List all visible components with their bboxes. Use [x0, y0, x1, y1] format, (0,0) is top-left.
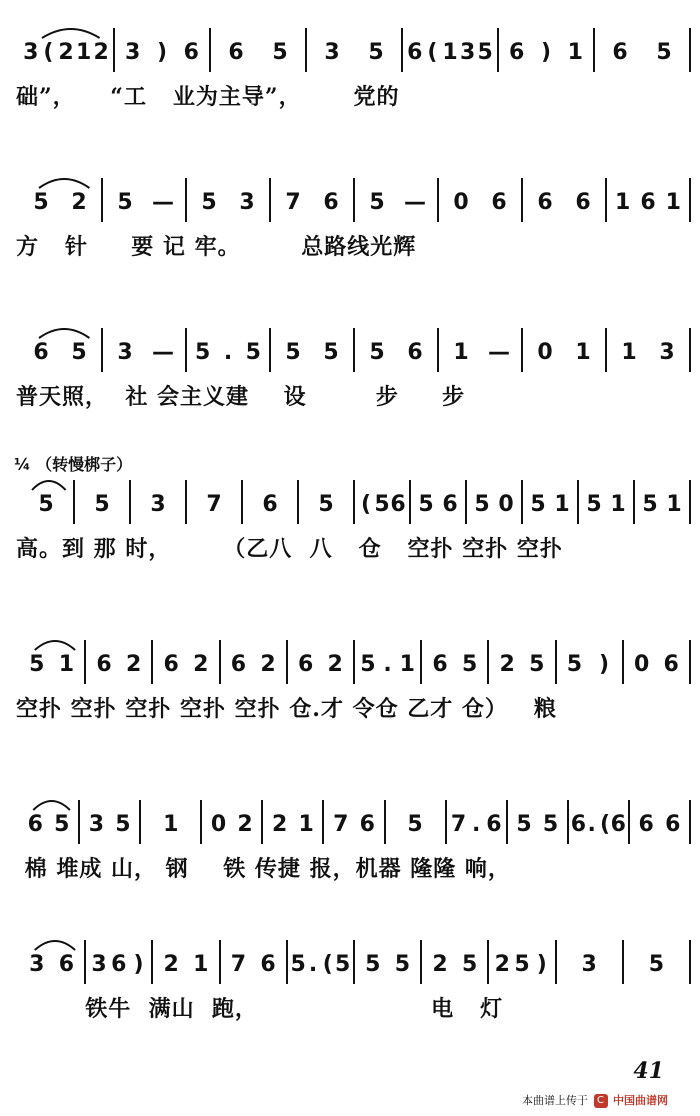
- barline: [689, 940, 691, 984]
- note: .: [308, 952, 318, 977]
- staff-4: [0, 470, 700, 530]
- note: 1: [75, 40, 92, 65]
- note: 5: [648, 952, 665, 977]
- slur-arc: [39, 179, 89, 188]
- note: 3: [91, 952, 107, 977]
- note: 1: [666, 492, 682, 517]
- note: 5: [201, 190, 217, 215]
- barline: [628, 800, 630, 844]
- note: 3: [125, 40, 141, 65]
- barline: [78, 800, 80, 844]
- note: 6: [640, 190, 656, 215]
- note: (: [322, 952, 333, 977]
- note: 6: [442, 492, 458, 517]
- barline: [185, 328, 187, 372]
- barline: [622, 640, 624, 684]
- note: 1: [575, 340, 591, 365]
- note: 6: [262, 492, 278, 517]
- note: 2: [494, 952, 510, 977]
- note: .: [383, 652, 392, 677]
- note: 5: [272, 40, 288, 65]
- note: (: [43, 40, 54, 65]
- note: 6: [230, 652, 247, 677]
- note: 3: [29, 952, 45, 977]
- barline: [84, 640, 86, 684]
- barline: [689, 640, 691, 684]
- note: 6: [509, 40, 525, 65]
- note: 6: [575, 190, 591, 215]
- barline: [151, 940, 153, 984]
- note: 7: [206, 492, 222, 517]
- slur-arc: [42, 29, 100, 38]
- note: 5: [542, 812, 559, 837]
- note: ): [540, 40, 552, 65]
- note: 1: [399, 652, 415, 677]
- note: 1: [665, 190, 681, 215]
- note: 6: [183, 40, 199, 65]
- note: 2: [163, 952, 179, 977]
- barline: [497, 28, 499, 72]
- slur-arc: [35, 641, 75, 650]
- note: 5: [418, 492, 434, 517]
- barline: [73, 480, 75, 524]
- slur-arc: [35, 941, 75, 950]
- barline: [521, 480, 523, 524]
- note: 6: [663, 652, 679, 677]
- note: 3: [88, 812, 105, 837]
- staff-5: [0, 630, 700, 690]
- note: 1: [621, 340, 637, 365]
- barline: [305, 28, 307, 72]
- note: 1: [567, 40, 583, 65]
- note: 1: [453, 340, 469, 365]
- note: 5: [368, 40, 384, 65]
- note: 6: [111, 952, 127, 977]
- barline: [521, 178, 523, 222]
- barline: [555, 940, 557, 984]
- note: 0: [537, 340, 553, 365]
- note: ): [536, 952, 547, 977]
- note: 5: [461, 652, 478, 677]
- lyrics-6: 棉 堆成 山， 钢 铁 传捷 报，机器 隆隆 响，: [16, 856, 511, 882]
- note: 6: [33, 340, 49, 365]
- note: (: [427, 40, 438, 65]
- note: 1: [610, 492, 626, 517]
- note: 6: [228, 40, 244, 65]
- note: 5: [474, 492, 490, 517]
- barline: [353, 328, 355, 372]
- note: 1: [163, 812, 179, 837]
- barline: [139, 800, 141, 844]
- note: 7: [230, 952, 247, 977]
- note: 6: [96, 652, 112, 677]
- staff-7: [0, 930, 700, 990]
- staff-1: [0, 18, 700, 78]
- note: 2: [193, 652, 209, 677]
- note: 3: [150, 492, 166, 517]
- barline: [353, 940, 355, 984]
- note: 6: [537, 190, 553, 215]
- note: 6: [390, 492, 406, 517]
- note: —: [404, 190, 426, 215]
- note: 2: [71, 190, 87, 215]
- note: 1: [554, 492, 570, 517]
- note: 6: [27, 812, 43, 837]
- note: ): [133, 952, 144, 977]
- barline: [487, 640, 489, 684]
- note: —: [152, 340, 174, 365]
- note: 6: [407, 40, 423, 65]
- footer-prefix: 本曲谱上传于: [522, 1094, 588, 1107]
- barline: [437, 178, 439, 222]
- note: 5: [516, 812, 532, 837]
- barline: [622, 940, 624, 984]
- barline: [689, 28, 691, 72]
- barline: [209, 28, 211, 72]
- note: 5: [407, 812, 423, 837]
- barline: [322, 800, 324, 844]
- note: .: [471, 812, 481, 837]
- barline: [219, 640, 221, 684]
- note: 7: [450, 812, 467, 837]
- note: 6: [432, 652, 448, 677]
- barline: [185, 178, 187, 222]
- note: 6: [260, 952, 276, 977]
- note: 6: [491, 190, 507, 215]
- barline: [101, 328, 103, 372]
- lyrics-2: 方 针 要 记 牢。 总路线光辉: [16, 234, 417, 260]
- barline: [465, 480, 467, 524]
- barline: [506, 800, 508, 844]
- note: 5: [195, 340, 211, 365]
- note: 5: [318, 492, 334, 517]
- note: 6: [486, 812, 502, 837]
- note: (: [599, 812, 611, 837]
- note: 5: [323, 340, 339, 365]
- note: 3: [459, 40, 476, 65]
- note: 3: [659, 340, 675, 365]
- barline: [689, 480, 691, 524]
- note: 1: [193, 952, 209, 977]
- staff-6: [0, 790, 700, 850]
- barline: [384, 800, 386, 844]
- barline: [286, 640, 288, 684]
- note: 5: [54, 812, 70, 837]
- barline: [185, 480, 187, 524]
- note: 1: [58, 652, 75, 677]
- lyrics-7: 铁牛 满山 跑， 电 灯: [16, 996, 504, 1022]
- slur-arc: [39, 329, 89, 338]
- note: 5: [566, 652, 583, 677]
- upload-footer: [522, 1092, 668, 1108]
- barline: [113, 28, 115, 72]
- barline: [219, 940, 221, 984]
- note: 2: [93, 40, 109, 65]
- note: 5: [586, 492, 602, 517]
- barline: [437, 328, 439, 372]
- staff-2: [0, 168, 700, 228]
- note: 2: [271, 812, 288, 837]
- note: 5: [245, 340, 261, 365]
- note: 5: [514, 952, 530, 977]
- barline: [269, 178, 271, 222]
- note: ): [156, 40, 168, 65]
- note: 3: [117, 340, 133, 365]
- note: 6: [323, 190, 339, 215]
- note: 5: [642, 492, 658, 517]
- barline: [409, 480, 411, 524]
- lyrics-3: 普天照， 社 会主义建 设 步 步: [16, 384, 466, 410]
- note: 0: [633, 652, 650, 677]
- note: —: [488, 340, 510, 365]
- barline: [269, 328, 271, 372]
- note: 2: [432, 952, 448, 977]
- note: 2: [125, 652, 142, 677]
- barline: [261, 800, 263, 844]
- note: 5: [529, 652, 545, 677]
- note: 5: [360, 652, 376, 677]
- note: 6: [359, 812, 375, 837]
- note: 5: [285, 340, 301, 365]
- note: 6: [612, 40, 628, 65]
- note: 6: [638, 812, 654, 837]
- note: 6: [297, 652, 314, 677]
- tempo-marking: ¼ （转慢梆子）: [14, 455, 133, 474]
- note: 0: [453, 190, 469, 215]
- note: 5: [29, 652, 45, 677]
- barline: [420, 640, 422, 684]
- barline: [605, 328, 607, 372]
- note: —: [152, 190, 174, 215]
- slur-arc: [33, 801, 70, 810]
- barline: [577, 480, 579, 524]
- note: 1: [298, 812, 314, 837]
- note: 5: [530, 492, 546, 517]
- barline: [593, 28, 595, 72]
- slur-arc: [32, 481, 66, 490]
- barline: [129, 480, 131, 524]
- note: 5: [115, 812, 131, 837]
- note: 7: [333, 812, 349, 837]
- note: 5: [369, 340, 385, 365]
- note: 2: [499, 652, 515, 677]
- note: 3: [581, 952, 597, 977]
- note: (: [360, 492, 372, 517]
- barline: [689, 800, 691, 844]
- note: .: [587, 812, 596, 837]
- note: 6: [610, 812, 626, 837]
- note: 5: [461, 952, 478, 977]
- note: 5: [38, 492, 54, 517]
- barline: [101, 178, 103, 222]
- barline: [633, 480, 635, 524]
- barline: [297, 480, 299, 524]
- note: 6: [163, 652, 179, 677]
- footer-brand: 中国曲谱网: [613, 1094, 668, 1107]
- note: 7: [285, 190, 301, 215]
- note: .: [223, 340, 233, 365]
- note: 3: [23, 40, 39, 65]
- staff-3: [0, 318, 700, 378]
- note: 5: [365, 952, 381, 977]
- note: 5: [33, 190, 49, 215]
- barline: [241, 480, 243, 524]
- note: 0: [498, 492, 514, 517]
- note: ): [598, 652, 610, 677]
- note: 3: [239, 190, 255, 215]
- note: 2: [58, 40, 74, 65]
- note: 3: [324, 40, 340, 65]
- barline: [151, 640, 153, 684]
- note: 5: [290, 952, 306, 977]
- barline: [605, 178, 607, 222]
- barline: [353, 178, 355, 222]
- note: 5: [369, 190, 385, 215]
- note: 5: [477, 40, 493, 65]
- note: 6: [570, 812, 587, 837]
- note: 5: [394, 952, 411, 977]
- barline: [420, 940, 422, 984]
- barline: [689, 328, 691, 372]
- lyrics-5: 空扑 空扑 空扑 空扑 空扑 仓.才 令仓 乙才 仓） 粮: [16, 696, 557, 722]
- barline: [521, 328, 523, 372]
- site-logo-icon: C: [594, 1094, 608, 1108]
- barline: [555, 640, 557, 684]
- lyrics-1: 础”， “工 业为主导”， 党的: [16, 84, 400, 110]
- note: 2: [327, 652, 343, 677]
- note: 2: [260, 652, 276, 677]
- note: 5: [117, 190, 133, 215]
- note: 1: [615, 190, 631, 215]
- note: 5: [656, 40, 672, 65]
- note: 1: [442, 40, 458, 65]
- note: 5: [71, 340, 87, 365]
- note: 2: [237, 812, 253, 837]
- barline: [200, 800, 202, 844]
- barline: [689, 178, 691, 222]
- note: 6: [58, 952, 75, 977]
- lyrics-4: 高。到 那 时， （乙八 八 仓 空扑 空扑 空扑: [16, 536, 563, 562]
- note: 5: [94, 492, 110, 517]
- note: 5: [374, 492, 390, 517]
- note: 5: [334, 952, 351, 977]
- note: 0: [210, 812, 227, 837]
- note: 6: [665, 812, 681, 837]
- page-number: 41: [633, 1058, 664, 1084]
- note: 6: [407, 340, 423, 365]
